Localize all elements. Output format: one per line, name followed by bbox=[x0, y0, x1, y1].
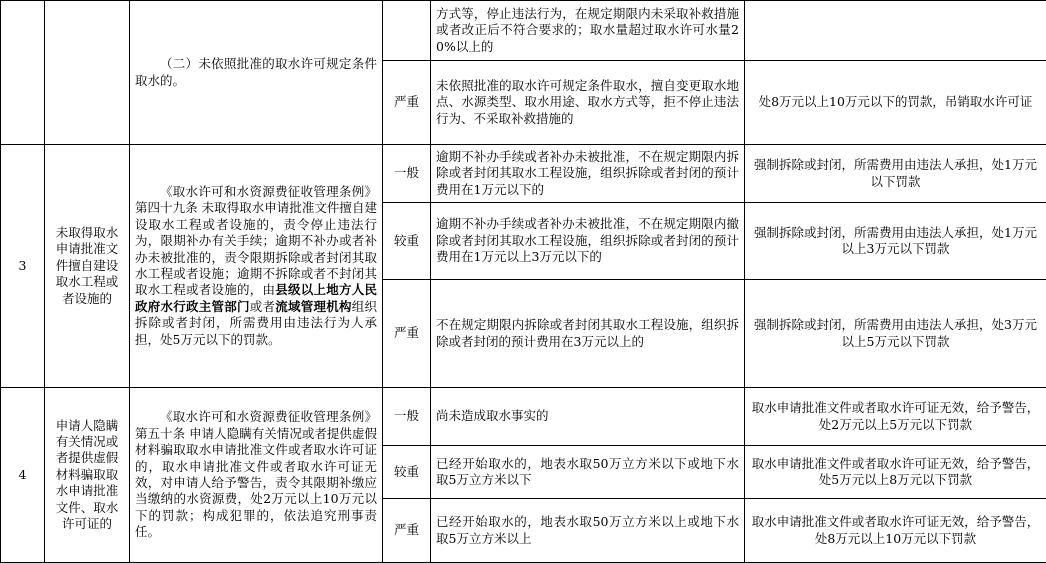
level-label: 严重 bbox=[394, 94, 419, 109]
level-label: 严重 bbox=[394, 325, 419, 340]
penalty-text: 强制拆除或封闭，所需费用由违法人承担，处1万元以上3万元以下罚款 bbox=[754, 225, 1037, 256]
conditions-cell bbox=[431, 446, 745, 499]
level-label: 一般 bbox=[394, 165, 419, 180]
row-number-cell bbox=[1, 145, 45, 388]
violation-item-cell bbox=[45, 388, 130, 563]
conditions-text: 方式等，停止违法行为，在规定期限内未采取补救措施或者改正后不符合要求的；取水量超过取水许可水量20%以上的 bbox=[436, 6, 739, 54]
authority-emphasis: 流域管理机构 bbox=[275, 299, 351, 314]
row-number-cell bbox=[1, 388, 45, 563]
level-cell bbox=[383, 388, 431, 446]
level-cell bbox=[383, 145, 431, 203]
row-number: 4 bbox=[19, 467, 27, 482]
level-cell bbox=[383, 61, 431, 145]
conditions-text: 逾期不补办手续或者补办未被批准，不在规定期限内拆除或者封闭其取水工程设施，组织拆除或者封闭的预计费用在1万元以下的 bbox=[436, 149, 739, 197]
level-cell bbox=[383, 280, 431, 388]
penalty-text: 强制拆除或封闭，所需费用由违法人承担，处3万元以上5万元以下罚款 bbox=[754, 317, 1037, 348]
penalty-cell bbox=[745, 1, 1046, 61]
conditions-cell bbox=[431, 145, 745, 203]
legal-basis-cell bbox=[130, 1, 383, 145]
penalty-text: 取水申请批准文件或者取水许可证无效，给予警告，处5万元以上8万元以下罚款 bbox=[752, 456, 1040, 487]
legal-basis-text: 《取水许可和水资源费征收管理条例》第四十九条 未取得取水申请批准文件擅自建设取水工程或者设施的，责令停止违法行为，限期补办有关手续；逾期不补办或者补办未被批准的，责令限期拆除或者封闭其取水工程或者设施；逾期不拆除或者不封闭其取水工程或者设施的，由县级以上地方人民政府水行政主管部门或者流域管理机构组织拆除或者封闭，所需费用由违法行为人承担，处5万元以下的罚款。 bbox=[135, 184, 377, 348]
violation-item-cell bbox=[45, 1, 130, 145]
penalty-text: 取水申请批准文件或者取水许可证无效，给予警告，处2万元以上5万元以下罚款 bbox=[752, 400, 1040, 431]
conditions-text: 逾期不补办手续或者补办未被批准，不在规定期限内撤除或者封闭其取水工程设施，组织拆除或者封闭的预计费用在1万元以上3万元以下的 bbox=[436, 216, 739, 264]
table-row bbox=[1, 145, 1046, 203]
penalty-text: 处8万元以上10万元以下的罚款，吊销取水许可证 bbox=[759, 94, 1033, 109]
conditions-cell bbox=[431, 280, 745, 388]
legal-basis-text: （二）未依照批准的取水许可规定条件取水的。 bbox=[135, 56, 377, 89]
conditions-text: 尚未造成取水事实的 bbox=[436, 408, 549, 423]
penalty-text: 取水申请批准文件或者取水许可证无效，给予警告，处8万元以上10万元以下罚款 bbox=[752, 514, 1040, 545]
level-label: 严重 bbox=[394, 522, 419, 537]
legal-basis-text: 《取水许可和水资源费征收管理条例》第五十条 申请人隐瞒有关情况或者提供虚假材料骗取取水申请批准文件或者取水许可证的，取水申请批准文件或者取水许可证无效，对申请人给予警告，责令其限期补缴应当缴纳的水资源费，处2万元以上10万元以下的罚款；构成犯罪的，依法追究刑事责任。 bbox=[135, 409, 377, 540]
level-label: 较重 bbox=[394, 233, 419, 248]
legal-basis-cell bbox=[130, 145, 383, 388]
violation-item-text: 申请人隐瞒有关情况或者提供虚假材料骗取取水申请批准文件、取水许可证的 bbox=[56, 418, 119, 531]
level-cell bbox=[383, 446, 431, 499]
level-cell bbox=[383, 1, 431, 61]
penalty-cell bbox=[745, 388, 1046, 446]
level-cell bbox=[383, 203, 431, 280]
violation-item-cell bbox=[45, 145, 130, 388]
table-row bbox=[1, 1, 1046, 61]
conditions-text: 已经开始取水的，地表水取50万立方米以上或地下水取5万立方米以上 bbox=[436, 514, 739, 545]
conditions-cell bbox=[431, 61, 745, 145]
violation-item-text: 未取得取水申请批准文件擅自建设取水工程或者设施的 bbox=[56, 225, 119, 306]
penalty-cell bbox=[745, 203, 1046, 280]
level-label: 一般 bbox=[394, 408, 419, 423]
authority-emphasis: 县级以上地方人民政府水行政主管部门 bbox=[135, 282, 377, 313]
level-cell bbox=[383, 499, 431, 563]
row-number-cell bbox=[1, 1, 45, 145]
conditions-cell bbox=[431, 388, 745, 446]
conditions-cell bbox=[431, 499, 745, 563]
penalty-cell bbox=[745, 499, 1046, 563]
row-number: 3 bbox=[19, 258, 27, 273]
conditions-text: 已经开始取水的，地表水取50万立方米以下或地下水取5万立方米以下 bbox=[436, 456, 739, 487]
legal-basis-cell bbox=[130, 388, 383, 563]
table-row bbox=[1, 388, 1046, 446]
conditions-cell bbox=[431, 203, 745, 280]
penalty-cell bbox=[745, 61, 1046, 145]
conditions-cell bbox=[431, 1, 745, 61]
level-label: 较重 bbox=[394, 464, 419, 479]
penalty-cell bbox=[745, 145, 1046, 203]
conditions-text: 不在规定期限内拆除或者封闭其取水工程设施，组织拆除或者封闭的预计费用在3万元以上的 bbox=[436, 317, 739, 348]
penalty-cell bbox=[745, 280, 1046, 388]
penalty-cell bbox=[745, 446, 1046, 499]
penalty-text: 强制拆除或封闭，所需费用由违法人承担，处1万元以下罚款 bbox=[754, 157, 1037, 188]
conditions-text: 未依照批准的取水许可规定条件取水，擅自变更取水地点、水源类型、取水用途、取水方式等，拒不停止违法行为、不采取补救措施的 bbox=[436, 78, 739, 126]
